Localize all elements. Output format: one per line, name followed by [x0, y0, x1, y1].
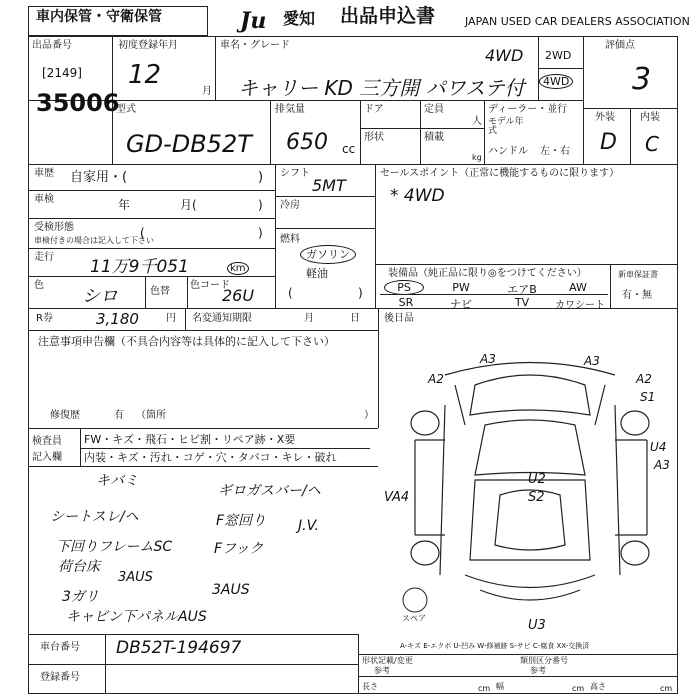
score-value: 3: [632, 62, 652, 97]
inspector-note: Fフック: [214, 541, 264, 557]
row-line: [380, 294, 608, 295]
row-line: [538, 68, 583, 69]
exterior-label: 外装: [595, 112, 615, 123]
inspector-label-1: 検査員: [32, 436, 62, 447]
inspector-note: 3ガリ: [62, 589, 99, 605]
col-line: [360, 100, 361, 164]
damage-mark: S2: [528, 490, 545, 505]
row-line: [28, 190, 275, 191]
inspector-note: 荷台床: [58, 559, 100, 575]
displacement-value: 650: [286, 130, 328, 155]
equip-pw: PW: [452, 281, 470, 294]
height-label: 高さ: [590, 682, 606, 691]
name-change-day: 日: [350, 313, 360, 324]
repair-history-value: 有: [114, 410, 124, 421]
history-value: 自家用・(: [70, 170, 128, 185]
recycle-unit: 円: [166, 313, 176, 324]
reg-no-label: 登録番号: [40, 672, 80, 683]
car-drive-note: 4WD: [485, 46, 524, 65]
color-code-value: 26U: [222, 286, 255, 305]
fuel-diesel: 軽油: [306, 267, 328, 280]
drive-opt-4wd: 4WD: [539, 74, 573, 89]
col-line: [358, 634, 359, 694]
col-line: [610, 264, 611, 308]
aircon-label: 冷房: [280, 200, 300, 211]
damage-mark: A3: [584, 354, 600, 368]
damage-mark: U3: [528, 618, 546, 633]
door-label: ドア: [364, 104, 384, 115]
row-line: [358, 676, 678, 677]
damage-mark: A3: [654, 458, 670, 472]
col-line: [187, 276, 188, 308]
damage-legend: A-キズ E-エクボ U-凹み W-修補跡 S-サビ C-腐食 XX-交換済: [400, 642, 590, 650]
score-label: 評価点: [605, 40, 635, 51]
shift-value: 5MT: [312, 176, 346, 195]
lot-bracket: [2149]: [42, 66, 82, 80]
recycle-value: 3,180: [96, 310, 139, 328]
color-value: シロ: [82, 286, 118, 307]
col-line: [484, 100, 485, 164]
drive-opt-2wd: 2WD: [545, 49, 572, 62]
damage-mark: A3: [480, 352, 496, 366]
damage-mark: VA4: [384, 490, 410, 505]
col-line: [375, 164, 376, 308]
row-line: [360, 128, 484, 129]
color-exchange-label: 色替: [150, 286, 170, 297]
color-code-label: 色コード: [190, 280, 230, 291]
inspector-note: F窓回り: [216, 513, 267, 529]
col-line: [215, 36, 216, 100]
row-line: [28, 248, 275, 249]
col-line: [80, 428, 81, 466]
new-warranty-value: 有・無: [622, 290, 652, 301]
category-ref-label: 参考: [530, 666, 546, 675]
equip-navi: ナビ: [450, 298, 472, 311]
damage-mark: A2: [636, 372, 652, 386]
reception-note: 車検付きの場合は記入して下さい: [34, 236, 154, 245]
capacity-label: 定員: [424, 104, 444, 115]
inspector-int-line: 内装・キズ・汚れ・コゲ・穴・タバコ・キレ・破れ: [84, 451, 337, 464]
damage-mark: U4: [650, 440, 667, 454]
inspector-fw-line: FW・キズ・飛石・ヒビ割・リペア跡・X要: [84, 433, 296, 446]
inspector-note: シートスレ/ヘ: [50, 509, 139, 525]
width-unit: cm: [572, 684, 585, 693]
repair-spot-close: ）: [364, 410, 374, 421]
recycle-label: R券: [36, 313, 53, 324]
new-warranty-label: 新車保証書: [618, 270, 658, 279]
displacement-unit: cc: [342, 142, 356, 156]
row-line: [28, 466, 378, 467]
handle-label: ハンドル: [488, 146, 528, 157]
notes-label: 注意事項申告欄（不具合内容等は具体的に記入して下さい）: [38, 335, 335, 348]
form-title: 出品申込書: [340, 5, 436, 27]
fuel-label: 燃料: [280, 234, 300, 245]
row-line: [80, 448, 370, 449]
shaken-year: 年: [118, 198, 131, 212]
fuel-gasoline: ガソリン: [300, 245, 356, 264]
color-label: 色: [34, 280, 44, 291]
inspector-note: 3AUS: [212, 582, 250, 598]
storage-title: 車内保管・守衛保管: [36, 9, 162, 25]
damage-mark: A2: [428, 372, 444, 386]
category-no-label: 類別区分番号: [520, 656, 568, 665]
equip-aw: AW: [569, 281, 587, 294]
brand-name: 愛知: [283, 9, 316, 28]
equip-ps: PS: [384, 280, 424, 295]
shaken-close: ): [258, 198, 263, 212]
shape-label: 形状: [364, 132, 384, 143]
length-label: 長さ: [362, 682, 378, 691]
capacity-unit: 人: [472, 116, 482, 127]
shaken-month: 月(: [180, 198, 197, 212]
equip-leather: カワシート: [555, 300, 605, 311]
car-name-label: 車名・グレード: [220, 40, 290, 51]
bottom-ref-label: 参考: [374, 666, 390, 675]
model-value: GD-DB52T: [126, 130, 252, 158]
length-unit: cm: [478, 684, 491, 693]
fuel-open: (: [288, 286, 293, 300]
repair-history-label: 修復歴: [50, 410, 80, 421]
col-line: [630, 108, 631, 164]
equip-sr: SR: [398, 296, 414, 309]
col-line: [378, 308, 379, 428]
repair-spot-label: （箇所: [136, 410, 166, 421]
spare-label: スペア: [402, 614, 426, 623]
reception-close: ): [258, 226, 263, 240]
reception-label: 受検形態: [34, 222, 74, 233]
dealer-label: ディーラー・並行: [488, 104, 568, 115]
ju-logo: Ju: [240, 8, 267, 34]
handle-options: 左・右: [540, 146, 570, 157]
first-reg-label: 初度登録年月: [118, 40, 178, 51]
reception-open: (: [140, 226, 145, 240]
col-line: [185, 308, 186, 330]
row-line: [28, 330, 378, 331]
equipment-label: 装備品（純正品に限り◎をつけてください）: [388, 268, 587, 279]
width-label: 幅: [496, 682, 504, 691]
displacement-label: 排気量: [275, 104, 305, 115]
first-reg-value: 12: [128, 60, 162, 90]
shape-change-label: 形状記載/変更: [362, 656, 413, 665]
damage-mark: S1: [640, 390, 656, 404]
selling-points-label: セールスポイント（正常に機能するものに限ります）: [380, 168, 620, 179]
equip-airbag: エアB: [507, 283, 537, 296]
inspector-label-2: 記入欄: [32, 452, 62, 463]
exterior-value: D: [600, 130, 617, 155]
inspector-note: ギロガスバー/ヘ: [218, 483, 321, 499]
col-line: [275, 164, 276, 308]
inspector-note: 下回りフレームSC: [56, 539, 173, 555]
row-line: [28, 664, 358, 665]
col-line: [420, 100, 421, 164]
row-line: [358, 654, 678, 655]
col-line: [583, 36, 584, 164]
name-change-label: 名変通知期限: [192, 313, 252, 324]
rear-items-label: 後日品: [384, 313, 414, 324]
col-line: [270, 100, 271, 164]
history-label: 車歴: [34, 168, 54, 179]
col-line: [105, 634, 106, 694]
interior-label: 内装: [640, 112, 660, 123]
damage-mark: U2: [528, 472, 546, 487]
first-reg-month: 月: [202, 86, 212, 97]
history-close: ): [258, 170, 264, 185]
fuel-close: ): [358, 286, 363, 300]
row-line: [375, 264, 678, 265]
selling-points-value: * 4WD: [390, 186, 445, 206]
shaken-label: 車検: [34, 194, 54, 205]
shift-label: シフト: [280, 168, 310, 179]
mileage-unit: km: [227, 262, 249, 275]
row-line: [28, 164, 678, 165]
lot-number: 35006: [36, 89, 120, 117]
inspector-note: J.V.: [298, 518, 319, 534]
name-change-month: 月: [304, 313, 314, 324]
model-year-label: モデル年式: [488, 117, 524, 136]
inspector-note: キバミ: [96, 473, 138, 489]
inspector-note: キャビン下パネルAUS: [66, 609, 207, 625]
lot-label: 出品番号: [32, 40, 72, 51]
interior-value: C: [645, 132, 659, 156]
equip-tv: TV: [514, 296, 530, 309]
height-unit: cm: [660, 684, 673, 693]
association-name: JAPAN USED CAR DEALERS ASSOCIATION: [465, 15, 690, 28]
row-line: [28, 218, 275, 219]
col-line: [145, 276, 146, 308]
car-name-value: キャリー KD 三方開 パワステ付: [238, 76, 525, 100]
row-line: [28, 634, 358, 635]
chassis-value: DB52T-194697: [116, 638, 242, 658]
mileage-value: 11万9千051: [90, 257, 189, 277]
inspector-note: 3AUS: [118, 570, 153, 585]
chassis-label: 車台番号: [40, 642, 80, 653]
load-unit: kg: [472, 153, 482, 162]
load-label: 積載: [424, 132, 444, 143]
row-line: [275, 196, 375, 197]
mileage-label: 走行: [34, 252, 54, 263]
model-label: 型式: [116, 104, 136, 115]
row-line: [275, 228, 375, 229]
